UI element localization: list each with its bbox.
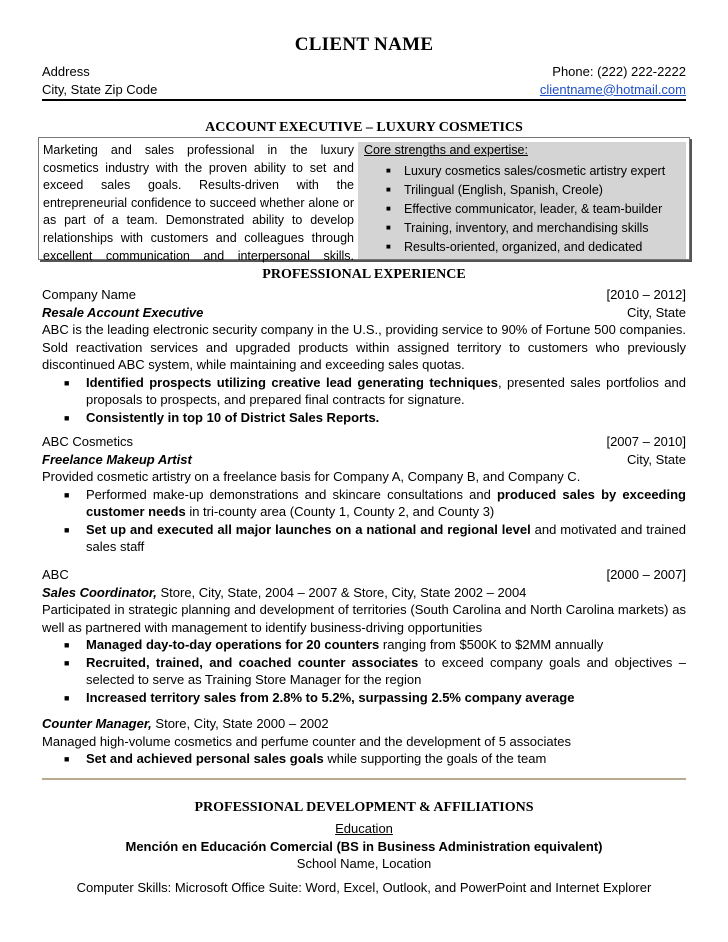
job-role: Counter Manager,: [42, 716, 152, 731]
summary-box: [38, 137, 690, 263]
list-item: ■ Identified prospects utilizing creative lead generating techniques, presented sales portfolios and proposals to prospects, and prepared final contracts for signature.: [64, 374, 686, 407]
job-entry-2: [42, 433, 686, 556]
strengths-panel: [358, 142, 686, 259]
job-title-heading: ACCOUNT EXECUTIVE – LUXURY COSMETICS: [205, 120, 523, 135]
list-item: ■ Set up and executed all major launches on a national and regional level and motivated and trained sales staff: [64, 521, 686, 554]
email-link[interactable]: clientname@hotmail.com: [539, 81, 686, 97]
education-label: Education: [335, 821, 393, 836]
square-bullet-icon: ■: [64, 692, 70, 703]
job-role: Sales Coordinator,: [42, 584, 157, 600]
square-bullet-icon: ■: [64, 489, 70, 500]
education-block: [42, 820, 686, 896]
job-role: Freelance Makeup Artist: [42, 451, 192, 467]
phone: Phone: (222) 222-2222: [552, 64, 686, 79]
header-divider: [42, 99, 686, 101]
city-state-zip: City, State Zip Code: [42, 81, 158, 97]
job-location: City, State: [626, 304, 686, 320]
list-item: ■ Set and achieved personal sales goals while supporting the goals of the team: [42, 750, 686, 768]
square-bullet-icon: ■: [64, 524, 70, 535]
job-dates: [2007 – 2010]: [606, 434, 686, 449]
job-entry-1: [42, 286, 686, 426]
company-name: ABC: [42, 567, 69, 582]
company-name: ABC Cosmetics: [42, 434, 134, 449]
job-description: ABC is the leading electronic security company in the U.S., providing service to 90% of Fortune 500 companies. Sold reactivation services and upgraded products within assigned territory to customers who previously discontinued ABC system, while maintaining and exceeding sales quotas.: [42, 322, 686, 372]
job-description: Managed high-volume cosmetics and perfume counter and the development of 5 associates: [42, 733, 571, 749]
address: Address: [42, 64, 90, 79]
job-dates: [2010 – 2012]: [606, 287, 686, 302]
list-item: ■ Trilingual (English, Spanish, Creole): [386, 181, 686, 200]
job-location: City, State: [626, 451, 686, 467]
job-role-details: Store, City, State 2000 – 2002: [151, 716, 329, 731]
job-description: Participated in strategic planning and development of territories (South Carolina and North Carolina markets) as well as partnered with management to identify business-driving opportunities: [42, 602, 686, 635]
contact-block: [42, 63, 686, 98]
school: School Name, Location: [296, 856, 432, 871]
list-item: ■ Consistently in top 10 of District Sales Reports.: [42, 409, 686, 427]
summary-paragraph: Marketing and sales professional in the luxury cosmetics industry with the proven ability to set and exceed sales goals. Results-driven with the entrepreneurial confidence to succeed whether alone or as part of a team. Demonstrated ability to develop relationships with customers and colleagues through excellent communication and interpersonal skills.: [43, 143, 354, 263]
list-item: ■ Luxury cosmetics sales/cosmetic artistry expert: [386, 162, 686, 181]
computer-skills: Computer Skills: Microsoft Office Suite: Word, Excel, Outlook, and PowerPoint and Internet Explorer: [76, 879, 652, 895]
strengths-title: Core strengths and expertise:: [364, 143, 528, 157]
list-item: ■ Effective communicator, leader, & team-builder: [386, 200, 686, 219]
square-bullet-icon: ■: [386, 184, 391, 194]
degree: Mención en Educación Comercial (BS in Business Administration equivalent): [125, 838, 603, 854]
square-bullet-icon: ■: [64, 657, 70, 668]
list-item: ■ Increased territory sales from 2.8% to 5.2%, surpassing 2.5% company average: [42, 689, 686, 707]
section-divider: [42, 778, 686, 780]
square-bullet-icon: ■: [386, 241, 391, 251]
square-bullet-icon: ■: [64, 640, 70, 650]
job-role-details: Store, City, State, 2004 – 2007 & Store, City, State 2002 – 2004: [156, 584, 527, 600]
company-name: Company Name: [42, 287, 136, 302]
square-bullet-icon: ■: [386, 166, 391, 175]
square-bullet-icon: ■: [64, 754, 70, 764]
strengths-list: [364, 162, 686, 257]
job-dates: [2000 – 2007]: [606, 567, 686, 582]
list-item: ■ Managed day-to-day operations for 20 counters ranging from $500K to $2MM annually: [42, 636, 686, 654]
square-bullet-icon: ■: [386, 222, 391, 232]
square-bullet-icon: ■: [386, 203, 391, 213]
list-item: ■ Recruited, trained, and coached counter associates to exceed company goals and objectives – selected to serve as Training Store Manager for the region: [64, 654, 686, 687]
list-item: ■ Results-oriented, organized, and dedicated: [386, 238, 686, 257]
experience-heading: PROFESSIONAL EXPERIENCE: [262, 267, 466, 282]
job-description: Provided cosmetic artistry on a freelance basis for Company A, Company B, and Company C.: [42, 469, 581, 484]
square-bullet-icon: ■: [64, 377, 70, 388]
square-bullet-icon: ■: [64, 412, 70, 423]
job-entry-3: [42, 566, 686, 768]
list-item: ■ Training, inventory, and merchandising skills: [386, 219, 686, 238]
development-heading: PROFESSIONAL DEVELOPMENT & AFFILIATIONS: [194, 800, 534, 815]
job-role: Resale Account Executive: [42, 304, 204, 320]
list-item: ■ Performed make-up demonstrations and skincare consultations and produced sales by exceeding customer needs in tri-county area (County 1, County 2, and County 3): [64, 486, 686, 519]
client-name: CLIENT NAME: [294, 34, 434, 55]
